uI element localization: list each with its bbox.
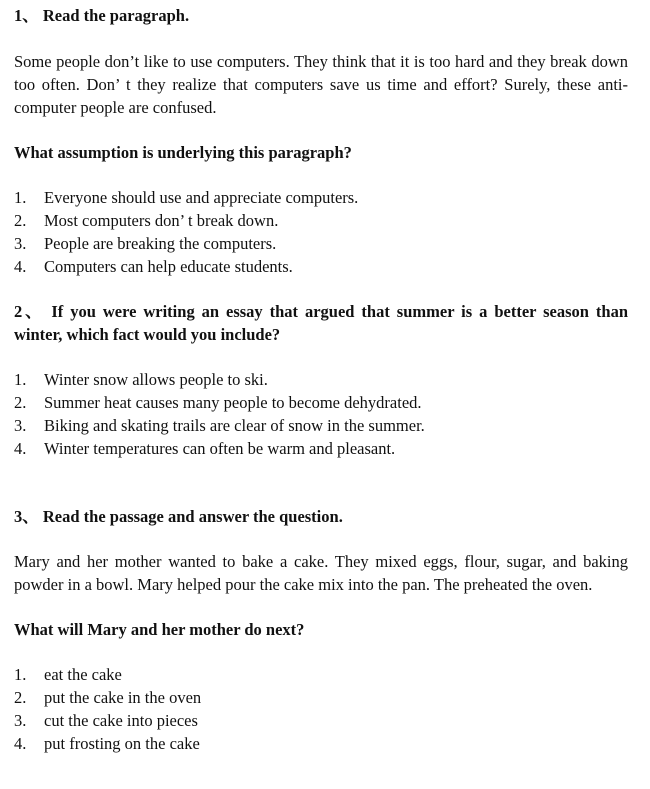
question-3-prompt: What will Mary and her mother do next? [14, 620, 305, 639]
question-1 [14, 4, 628, 278]
question-3-passage: Mary and her mother wanted to bake a cake. They mixed eggs, flour, sugar, and baking powder in a bowl. Mary helped pour the cake mix into the pan. The preheated the oven. [14, 552, 628, 594]
question-3-options [14, 663, 628, 755]
question-2-heading: 2、 If you were writing an essay that argued that summer is a better season than winter, which fact would you include? [14, 302, 628, 344]
question-1-options [14, 186, 628, 278]
option-text: put the cake in the oven [44, 688, 202, 707]
option-text: Computers can help educate students. [44, 257, 293, 276]
list-item [14, 732, 628, 755]
question-1-passage: Some people don’t like to use computers. They think that it is too hard and they break down too often. Don’ t they realize that computers save us time and effort? Surely, these anti-computer people are confused. [14, 52, 628, 117]
option-text: Everyone should use and appreciate computers. [44, 188, 359, 207]
option-number: 4. [14, 257, 27, 276]
option-number: 2. [14, 211, 27, 230]
option-number: 1. [14, 665, 27, 684]
option-text: People are breaking the computers. [44, 234, 277, 253]
list-item [14, 255, 628, 278]
option-number: 2. [14, 688, 27, 707]
option-text: Biking and skating trails are clear of snow in the summer. [44, 416, 425, 435]
question-1-prompt: What assumption is underlying this paragraph? [14, 143, 352, 162]
option-number: 1. [14, 370, 27, 389]
option-number: 2. [14, 393, 27, 412]
option-text: eat the cake [44, 665, 122, 684]
question-1-heading: 1、 Read the paragraph. [14, 6, 190, 25]
option-text: cut the cake into pieces [44, 711, 198, 730]
option-number: 4. [14, 734, 27, 753]
option-text: Summer heat causes many people to become dehydrated. [44, 393, 422, 412]
option-number: 1. [14, 188, 27, 207]
list-item [14, 686, 628, 709]
list-item [14, 186, 628, 209]
option-text: put frosting on the cake [44, 734, 200, 753]
option-text: Most computers don’ t break down. [44, 211, 279, 230]
question-3-heading: 3、 Read the passage and answer the question. [14, 507, 343, 526]
option-text: Winter temperatures can often be warm and pleasant. [44, 439, 396, 458]
option-text: Winter snow allows people to ski. [44, 370, 268, 389]
question-3 [14, 505, 628, 755]
list-item [14, 391, 628, 414]
list-item [14, 709, 628, 732]
question-2-options [14, 368, 628, 460]
list-item [14, 663, 628, 686]
list-item [14, 209, 628, 232]
list-item [14, 368, 628, 391]
question-2 [14, 300, 628, 460]
option-number: 4. [14, 439, 27, 458]
option-number: 3. [14, 416, 27, 435]
option-number: 3. [14, 711, 27, 730]
list-item [14, 414, 628, 437]
list-item [14, 437, 628, 460]
option-number: 3. [14, 234, 27, 253]
list-item [14, 232, 628, 255]
